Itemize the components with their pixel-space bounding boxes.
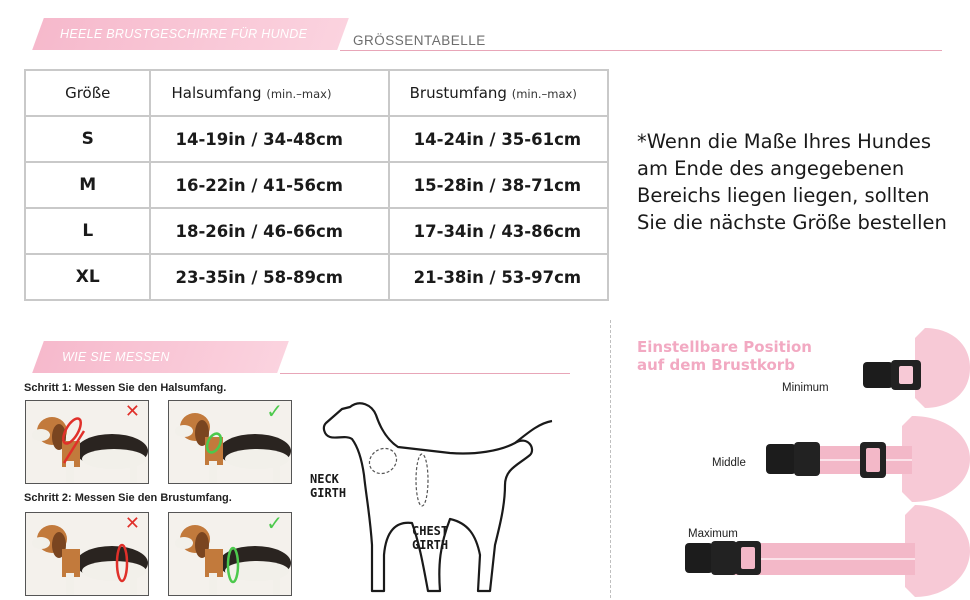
col-neck-header: Halsumfang (min.–max) [150,70,388,116]
note-line: Bereichs liegen liegen, sollten [637,184,930,207]
check-icon: ✓ [266,400,283,423]
check-icon: ✓ [266,512,283,535]
header-subtitle: GRÖSSENTABELLE [353,33,486,48]
table-row [25,116,608,162]
chest-right-photo [168,512,292,596]
chest-wrong-photo [25,512,149,596]
col-chest-unit: (min.–max) [511,87,577,101]
table-row [25,254,608,300]
header-line [340,50,942,51]
col-neck-unit: (min.–max) [266,87,332,101]
size-cell: S [25,116,150,162]
neck-girth-label: NECK [310,472,339,486]
adjust-title: Einstellbare Position auf dem Brustkorb [637,338,812,374]
neck-cell: 23-35in / 58-89cm [150,254,388,300]
col-chest-header: Brustumfang (min.–max) [389,70,608,116]
table-header-row [25,70,608,116]
neck-girth-label: GIRTH [310,486,347,500]
chest-cell: 17-34in / 43-86cm [389,208,608,254]
note-line: *Wenn die Maße Ihres Hundes [637,130,932,153]
chest-cell: 21-38in / 53-97cm [389,254,608,300]
sizing-note [637,128,947,236]
neck-cell: 16-22in / 41-56cm [150,162,388,208]
size-cell: XL [25,254,150,300]
note-line: am Ende des angegebenen [637,157,905,180]
chest-cell: 14-24in / 35-61cm [389,116,608,162]
neck-right-photo [168,400,292,484]
chest-girth-label: GIRTH [412,538,449,552]
middle-label: Middle [712,457,746,469]
step-2-label: Schritt 2: Messen Sie den Brustumfang. [24,492,232,504]
cross-icon: ✕ [124,513,140,534]
neck-wrong-photo [25,400,149,484]
buckle-middle [762,416,970,502]
buckle-maximum [685,505,970,597]
dog-outline-diagram [300,395,560,595]
table-row [25,162,608,208]
measure-banner-title: WIE SIE MESSEN [62,350,170,364]
buckle-minimum [855,328,970,408]
minimum-label: Minimum [782,382,829,394]
neck-cell: 18-26in / 46-66cm [150,208,388,254]
size-table [24,69,609,301]
header-banner-title: HEELE BRUSTGESCHIRRE FÜR HUNDE [60,27,308,41]
col-size-header: Größe [25,70,150,116]
size-cell: L [25,208,150,254]
section-divider [610,320,611,598]
neck-cell: 14-19in / 34-48cm [150,116,388,162]
measure-line [280,373,570,374]
size-cell: M [25,162,150,208]
chest-girth-label: CHEST [412,524,449,538]
note-line: Sie die nächste Größe bestellen [637,211,947,234]
maximum-label: Maximum [688,528,738,540]
cross-icon: ✕ [124,401,140,422]
table-row [25,208,608,254]
step-1-label: Schritt 1: Messen Sie den Halsumfang. [24,382,227,394]
chest-cell: 15-28in / 38-71cm [389,162,608,208]
